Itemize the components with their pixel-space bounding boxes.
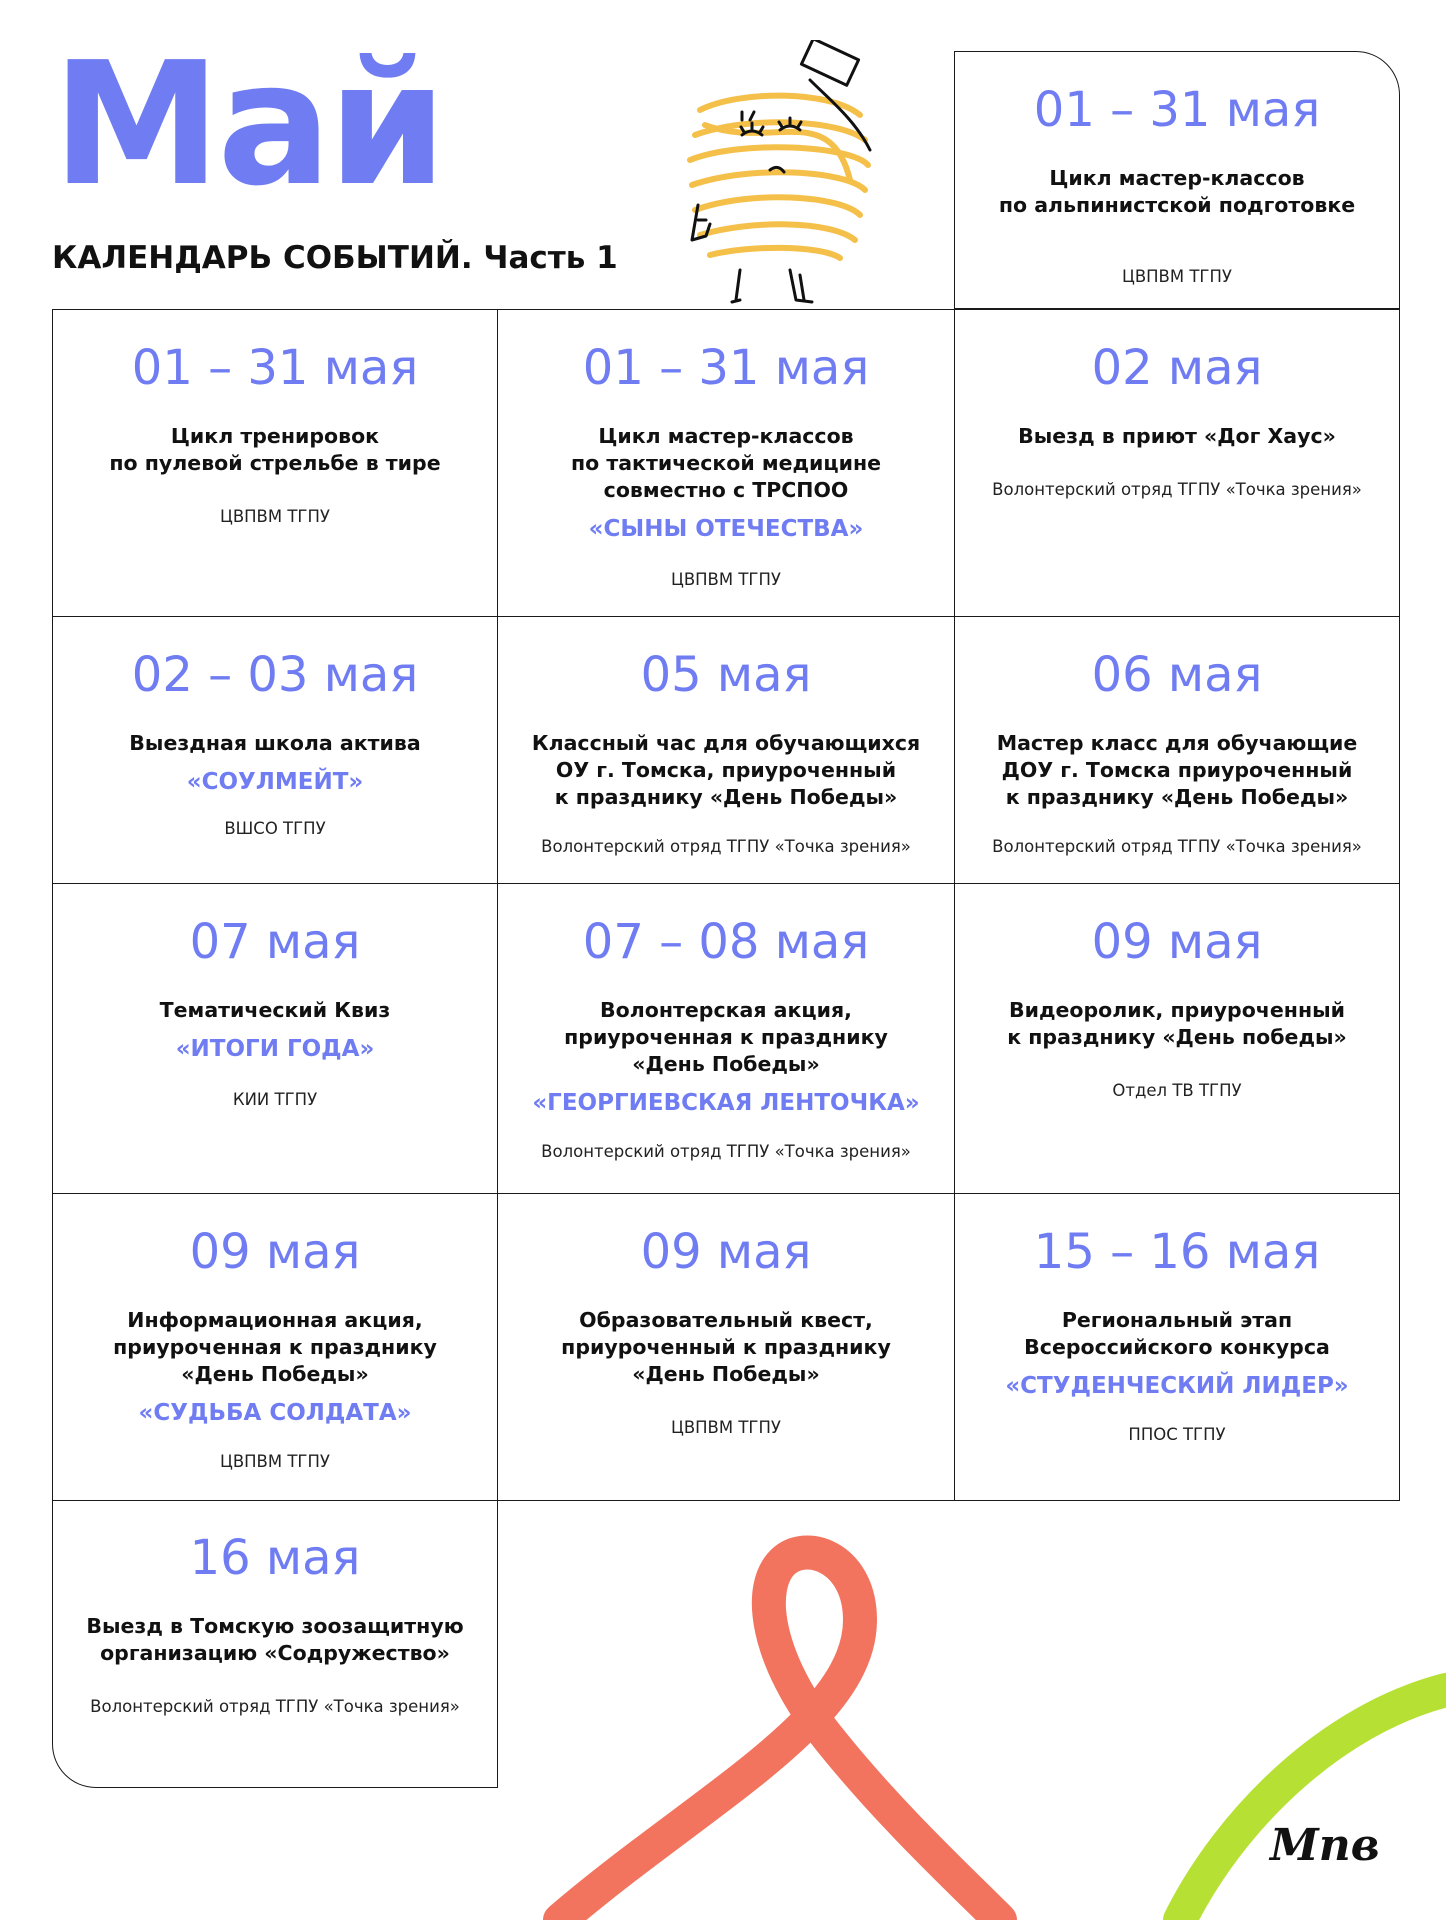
event-title: Выездная школа актива bbox=[129, 730, 421, 755]
event-card bbox=[954, 883, 1400, 1194]
brand-logo bbox=[1268, 1816, 1398, 1876]
event-highlight: «СУДЬБА СОЛДАТА» bbox=[138, 1399, 412, 1426]
event-date: 01 – 31 мая bbox=[1033, 82, 1321, 138]
event-card bbox=[52, 1500, 498, 1788]
page-subtitle: КАЛЕНДАРЬ СОБЫТИЙ. Часть 1 bbox=[52, 240, 618, 276]
event-organizer: Волонтерский отряд ТГПУ «Точка зрения» bbox=[992, 836, 1362, 856]
event-date: 07 – 08 мая bbox=[582, 914, 870, 970]
event-title: Волонтерская акция, приуроченная к празднику «День Победы» bbox=[564, 997, 888, 1076]
event-title: Цикл мастер-классов по тактической медицине совместно с ТРСПОО bbox=[570, 423, 882, 502]
event-highlight: «СЫНЫ ОТЕЧЕСТВА» bbox=[588, 515, 864, 542]
event-card bbox=[954, 1193, 1400, 1501]
event-organizer: Отдел ТВ ТГПУ bbox=[1112, 1080, 1242, 1100]
event-title: Информационная акция, приуроченная к празднику «День Победы» bbox=[113, 1307, 437, 1386]
event-card bbox=[497, 616, 955, 884]
event-card bbox=[52, 1193, 498, 1501]
event-date: 16 мая bbox=[189, 1530, 361, 1586]
event-card bbox=[497, 309, 955, 617]
event-title: Региональный этап Всероссийского конкурса bbox=[1024, 1307, 1330, 1359]
event-card bbox=[497, 883, 955, 1194]
event-card bbox=[52, 309, 498, 617]
event-organizer: ЦВПВМ ТГПУ bbox=[671, 569, 781, 589]
event-date: 09 мая bbox=[640, 1224, 812, 1280]
event-date: 01 – 31 мая bbox=[582, 340, 870, 396]
event-organizer: ЦВПВМ ТГПУ bbox=[671, 1417, 781, 1437]
event-date: 09 мая bbox=[189, 1224, 361, 1280]
event-card bbox=[954, 51, 1400, 309]
event-card bbox=[52, 616, 498, 884]
event-highlight: «ИТОГИ ГОДА» bbox=[175, 1035, 375, 1062]
event-organizer: ЦВПВМ ТГПУ bbox=[220, 506, 330, 526]
event-organizer: Волонтерский отряд ТГПУ «Точка зрения» bbox=[541, 836, 911, 856]
event-title: Цикл мастер-классов по альпинистской подготовке bbox=[998, 165, 1356, 217]
event-card bbox=[52, 883, 498, 1194]
event-organizer: ЦВПВМ ТГПУ bbox=[1122, 266, 1232, 286]
event-title: Выезд в приют «Дог Хаус» bbox=[1018, 423, 1336, 448]
event-date: 07 мая bbox=[189, 914, 361, 970]
event-title: Видеоролик, приуроченный к празднику «День победы» bbox=[1007, 997, 1347, 1049]
event-organizer: Волонтерский отряд ТГПУ «Точка зрения» bbox=[90, 1696, 460, 1716]
event-organizer: ВШСО ТГПУ bbox=[224, 818, 326, 838]
event-card bbox=[954, 309, 1400, 617]
event-organizer: Волонтерский отряд ТГПУ «Точка зрения» bbox=[541, 1141, 911, 1161]
logo-text: Мпв bbox=[1270, 1820, 1380, 1871]
event-date: 02 мая bbox=[1091, 340, 1263, 396]
event-organizer: ЦВПВМ ТГПУ bbox=[220, 1451, 330, 1471]
event-date: 05 мая bbox=[640, 647, 812, 703]
event-title: Мастер класс для обучающие ДОУ г. Томска приуроченный к празднику «День Победы» bbox=[996, 730, 1358, 809]
event-highlight: «СОУЛМЕЙТ» bbox=[186, 768, 364, 795]
event-organizer: ППОС ТГПУ bbox=[1128, 1424, 1226, 1444]
event-organizer: КИИ ТГПУ bbox=[232, 1089, 318, 1109]
event-title: Тематический Квиз bbox=[159, 997, 391, 1022]
event-card bbox=[497, 1193, 955, 1501]
event-highlight: «СТУДЕНЧЕСКИЙ ЛИДЕР» bbox=[1005, 1372, 1349, 1399]
event-date: 02 – 03 мая bbox=[131, 647, 419, 703]
event-date: 01 – 31 мая bbox=[131, 340, 419, 396]
event-date: 15 – 16 мая bbox=[1033, 1224, 1321, 1280]
event-date: 06 мая bbox=[1091, 647, 1263, 703]
event-title: Выезд в Томскую зоозащитную организацию «Содружество» bbox=[86, 1613, 464, 1665]
event-organizer: Волонтерский отряд ТГПУ «Точка зрения» bbox=[992, 479, 1362, 499]
month-title: Май bbox=[52, 26, 444, 224]
event-title: Образовательный квест, приуроченный к празднику «День Победы» bbox=[561, 1307, 891, 1386]
event-highlight: «ГЕОРГИЕВСКАЯ ЛЕНТОЧКА» bbox=[532, 1089, 920, 1116]
event-date: 09 мая bbox=[1091, 914, 1263, 970]
event-title: Классный час для обучающихся ОУ г. Томска, приуроченный к празднику «День Победы» bbox=[531, 730, 921, 809]
event-title: Цикл тренировок по пулевой стрельбе в тире bbox=[109, 423, 441, 475]
event-card bbox=[954, 616, 1400, 884]
